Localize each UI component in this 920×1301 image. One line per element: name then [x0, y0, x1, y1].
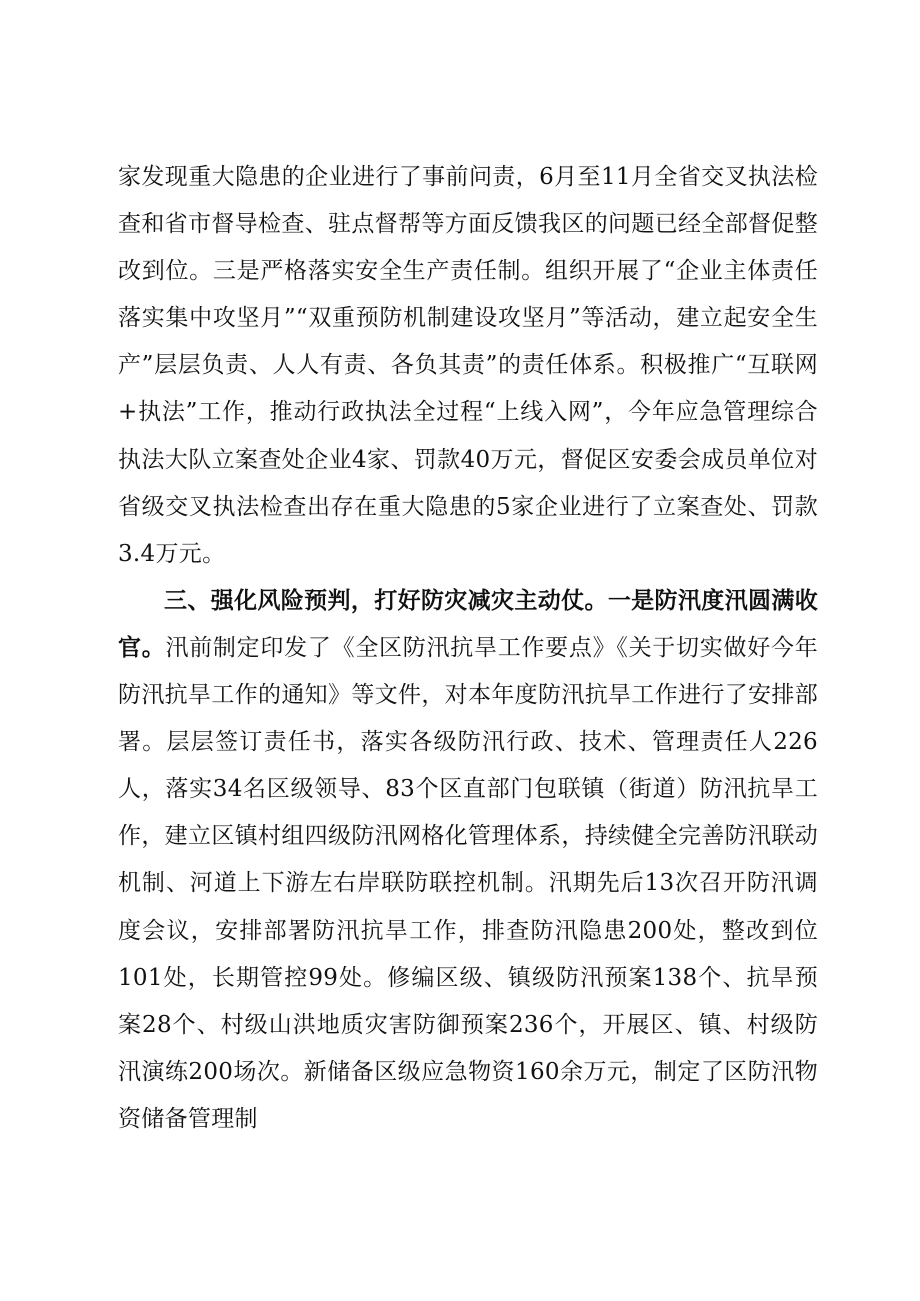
section-three-heading: 三、强化风险预判，打好防灾减灾主动仗。 [164, 587, 608, 614]
section-three-body: 汛前制定印发了《全区防汛抗旱工作要点》《关于切实做好今年防汛抗旱工作的通知》等文件，对本年度防汛抗旱工作进行了安排部署。层层签订责任书，落实各级防汛行政、技术、管理责任人226人，落实34名区级领导、83个区直部门包联镇（街道）防汛抗旱工作，建立区镇村组四级防汛网格化管理体系，持续健全完善防汛联动机制、河道上下游左右岸联防联控机制。汛期先后13次召开防汛调度会议，安排部署防汛抗旱工作，排查防汛隐患200处，整改到位101处，长期管控99处。修编区级、镇级防汛预案138个、抗旱预案28个、村级山洪地质灾害防御预案236个，开展区、镇、村级防汛演练200场次。新储备区级应急物资160余万元，制定了区防汛物资储备管理制 [118, 634, 818, 1132]
section-three-paragraph [118, 578, 818, 1143]
document-body [118, 154, 818, 1143]
paragraph-continuation: 家发现重大隐患的企业进行了事前问责，6月至11月全省交叉执法检查和省市督导检查、驻点督帮等方面反馈我区的问题已经全部督促整改到位。三是严格落实安全生产责任制。组织开展了“企业主体责任落实集中攻坚月”“双重预防机制建设攻坚月”等活动，建立起安全生产”层层负责、人人有责、各负其责”的责任体系。积极推广“互联网+执法”工作，推动行政执法全过程“上线入网”，今年应急管理综合执法大队立案查处企业4家、罚款40万元，督促区安委会成员单位对省级交叉执法检查出存在重大隐患的5家企业进行了立案查处、罚款3.4万元。 [118, 164, 818, 567]
section-three-item-one-lead: 一是防汛度汛圆满收官。 [118, 587, 819, 661]
